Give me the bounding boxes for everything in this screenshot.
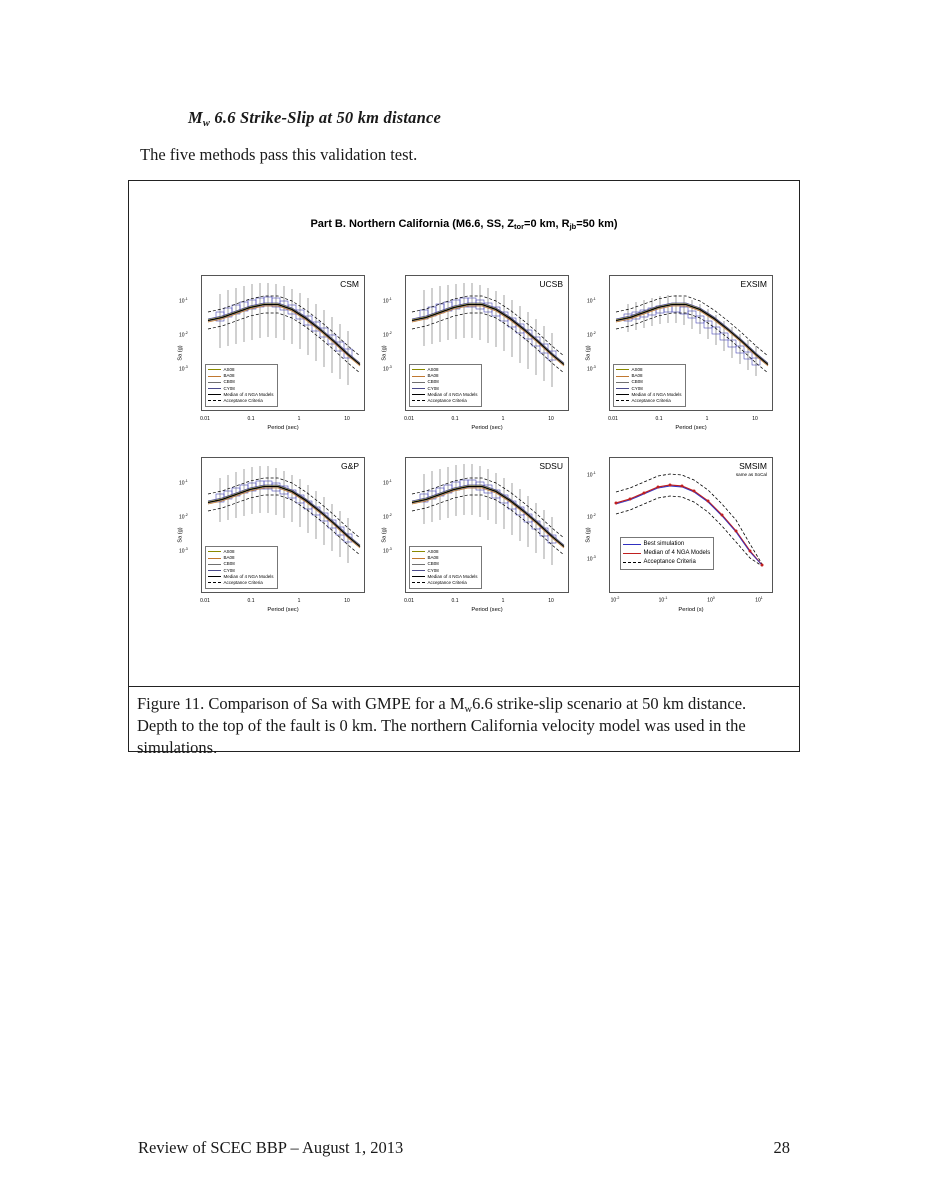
legend-label: AS08 bbox=[427, 366, 439, 372]
legend-swatch-icon bbox=[208, 570, 221, 571]
legend-swatch-icon bbox=[616, 382, 629, 383]
caption-part1: Figure 11. Comparison of Sa with GMPE for a M bbox=[137, 694, 465, 713]
panel-gp-xlabel: Period (sec) bbox=[267, 607, 299, 613]
panel-grid bbox=[175, 269, 779, 669]
panel-gp-ytick-2: $10^{-3}$ bbox=[179, 547, 188, 555]
legend-label: CY08 bbox=[223, 385, 235, 391]
legend-swatch-icon bbox=[208, 382, 221, 383]
panel-ucsb-xtick-3: 10 bbox=[548, 416, 554, 422]
legend-swatch-icon bbox=[623, 544, 641, 545]
panel-sdsu-xtick-2: 1 bbox=[501, 598, 505, 604]
legend-label: CY08 bbox=[223, 567, 235, 573]
legend-label: CB08 bbox=[223, 561, 235, 567]
legend-label: Median of 4 NGA Models bbox=[631, 391, 682, 397]
page-number: 28 bbox=[773, 1138, 790, 1157]
legend-label: Median of 4 NGA Models bbox=[223, 573, 274, 579]
panel-sdsu-ytick-1: $10^{-2}$ bbox=[383, 513, 392, 521]
legend-swatch-icon bbox=[412, 400, 425, 401]
legend-swatch-icon bbox=[412, 382, 425, 383]
legend-label: Median of 4 NGA Models bbox=[643, 550, 711, 556]
legend-label: Median of 4 NGA Models bbox=[427, 391, 478, 397]
legend-swatch-icon bbox=[208, 551, 221, 552]
panel-ucsb-ytick-0: $10^{-1}$ bbox=[383, 297, 392, 305]
panel-smsim-legend bbox=[620, 537, 714, 570]
panel-sdsu-xtick-0: 0.01 bbox=[404, 598, 414, 604]
legend-swatch-icon bbox=[412, 576, 425, 577]
panel-csm-label: CSM bbox=[340, 279, 359, 289]
footer-text: Review of SCEC BBP – August 1, 2013 bbox=[138, 1138, 404, 1157]
heading-subscript: w bbox=[202, 118, 211, 129]
panel-smsim-ytick-1: $10^{-2}$ bbox=[587, 513, 596, 521]
legend-label: Acceptance Criteria bbox=[631, 397, 671, 403]
panel-csm-ytick-2: $10^{-3}$ bbox=[179, 365, 188, 373]
caption-part2: 6.6 strike-slip scenario at 50 km distance. Depth to the top of the fault is 0 km. The northern California velocity model was used in the simulations. bbox=[137, 694, 747, 757]
panel-ucsb bbox=[379, 269, 575, 437]
figure-plot-area bbox=[129, 181, 799, 686]
legend-item bbox=[412, 398, 478, 404]
panel-ucsb-ytick-1: $10^{-2}$ bbox=[383, 331, 392, 339]
panel-gp-ytick-1: $10^{-2}$ bbox=[179, 513, 188, 521]
panel-exsim bbox=[583, 269, 779, 437]
panel-gp bbox=[175, 451, 371, 619]
legend-swatch-icon bbox=[623, 553, 641, 554]
legend-label: CB08 bbox=[427, 379, 439, 385]
panel-sdsu bbox=[379, 451, 575, 619]
legend-swatch-icon bbox=[412, 551, 425, 552]
panel-sdsu-ytick-0: $10^{-1}$ bbox=[383, 479, 392, 487]
panel-sdsu-xtick-1: 0.1 bbox=[451, 598, 459, 604]
panel-gp-xtick-0: 0.01 bbox=[200, 598, 210, 604]
figure-title-part2: =0 km, R bbox=[524, 218, 570, 230]
panel-sdsu-ytick-2: $10^{-3}$ bbox=[383, 547, 392, 555]
panel-smsim-axes bbox=[609, 457, 773, 593]
panel-ucsb-label: UCSB bbox=[539, 279, 563, 289]
panel-csm-axes bbox=[201, 275, 365, 411]
legend-swatch-icon bbox=[412, 582, 425, 583]
legend-item bbox=[208, 580, 274, 586]
panel-csm-xlabel: Period (sec) bbox=[267, 425, 299, 431]
panel-gp-xtick-2: 1 bbox=[297, 598, 301, 604]
legend-swatch-icon bbox=[208, 394, 221, 395]
panel-gp-legend bbox=[205, 546, 278, 589]
panel-exsim-xtick-2: 1 bbox=[705, 416, 709, 422]
legend-label: CB08 bbox=[427, 561, 439, 567]
legend-swatch-icon bbox=[412, 388, 425, 389]
panel-csm-ytick-1: $10^{-2}$ bbox=[179, 331, 188, 339]
legend-label: BA08 bbox=[223, 373, 235, 379]
panel-smsim-xtick-2: $10^0$ bbox=[707, 596, 715, 604]
panel-csm-ylabel: Sa (g) bbox=[177, 345, 184, 361]
legend-label: BA08 bbox=[223, 555, 235, 561]
panel-exsim-xtick-3: 10 bbox=[752, 416, 758, 422]
panel-exsim-xlabel: Period (sec) bbox=[675, 425, 707, 431]
legend-swatch-icon bbox=[208, 558, 221, 559]
panel-smsim-xtick-0: $10^{-2}$ bbox=[610, 596, 620, 604]
legend-swatch-icon bbox=[412, 558, 425, 559]
panel-csm-xtick-0: 0.01 bbox=[200, 416, 210, 422]
panel-smsim-sublabel: same as SoCal bbox=[735, 472, 767, 477]
panel-smsim-label: SMSIM bbox=[739, 461, 767, 471]
legend-item bbox=[412, 580, 478, 586]
legend-item bbox=[623, 540, 710, 549]
legend-swatch-icon bbox=[208, 388, 221, 389]
panel-gp-ytick-0: $10^{-1}$ bbox=[179, 479, 188, 487]
panel-smsim-xtick-1: $10^{-1}$ bbox=[658, 596, 668, 604]
panel-smsim-xlabel: Period (s) bbox=[678, 607, 704, 613]
legend-label: Acceptance Criteria bbox=[643, 559, 696, 565]
legend-label: Acceptance Criteria bbox=[223, 397, 263, 403]
panel-exsim-legend bbox=[613, 364, 686, 407]
heading-mw: M bbox=[188, 108, 203, 127]
panel-sdsu-legend bbox=[409, 546, 482, 589]
legend-swatch-icon bbox=[208, 369, 221, 370]
panel-gp-label: G&P bbox=[341, 461, 359, 471]
legend-item bbox=[208, 398, 274, 404]
panel-gp-xtick-1: 0.1 bbox=[247, 598, 255, 604]
legend-swatch-icon bbox=[616, 369, 629, 370]
legend-label: BA08 bbox=[427, 555, 439, 561]
panel-exsim-ytick-0: $10^{-1}$ bbox=[587, 297, 596, 305]
panel-gp-ylabel: Sa (g) bbox=[177, 527, 184, 543]
panel-sdsu-ylabel: Sa (g) bbox=[381, 527, 388, 543]
panel-exsim-xtick-1: 0.1 bbox=[655, 416, 663, 422]
legend-label: AS08 bbox=[427, 548, 439, 554]
panel-gp-axes bbox=[201, 457, 365, 593]
panel-ucsb-ytick-2: $10^{-3}$ bbox=[383, 365, 392, 373]
legend-label: CB08 bbox=[223, 379, 235, 385]
legend-swatch-icon bbox=[208, 576, 221, 577]
legend-swatch-icon bbox=[623, 562, 641, 563]
figure-chart-title bbox=[129, 218, 799, 230]
panel-exsim-label: EXSIM bbox=[740, 279, 767, 289]
legend-swatch-icon bbox=[412, 376, 425, 377]
panel-smsim bbox=[583, 451, 779, 619]
panel-ucsb-xlabel: Period (sec) bbox=[471, 425, 503, 431]
panel-ucsb-axes bbox=[405, 275, 569, 411]
panel-sdsu-xlabel: Period (sec) bbox=[471, 607, 503, 613]
legend-item bbox=[623, 558, 710, 567]
legend-label: Median of 4 NGA Models bbox=[223, 391, 274, 397]
panel-gp-xtick-3: 10 bbox=[344, 598, 350, 604]
legend-label: AS08 bbox=[631, 366, 643, 372]
figure-title-part1: Part B. Northern California (M6.6, SS, Z bbox=[310, 218, 515, 230]
legend-swatch-icon bbox=[412, 570, 425, 571]
caption-subscript: w bbox=[464, 704, 473, 715]
legend-label: Acceptance Criteria bbox=[427, 579, 467, 585]
panel-csm-ytick-0: $10^{-1}$ bbox=[179, 297, 188, 305]
legend-item bbox=[623, 549, 710, 558]
legend-label: Acceptance Criteria bbox=[427, 397, 467, 403]
panel-ucsb-ylabel: Sa (g) bbox=[381, 345, 388, 361]
panel-smsim-ytick-2: $10^{-3}$ bbox=[587, 555, 596, 563]
panel-ucsb-xtick-1: 0.1 bbox=[451, 416, 459, 422]
panel-smsim-xtick-3: $10^1$ bbox=[755, 596, 763, 604]
figure-container bbox=[128, 180, 800, 757]
panel-smsim-ytick-0: $10^{-1}$ bbox=[587, 471, 596, 479]
legend-label: CY08 bbox=[427, 567, 439, 573]
legend-label: CB08 bbox=[631, 379, 643, 385]
panel-exsim-ylabel: Sa (g) bbox=[585, 345, 592, 361]
legend-swatch-icon bbox=[208, 564, 221, 565]
legend-label: CY08 bbox=[631, 385, 643, 391]
panel-csm bbox=[175, 269, 371, 437]
legend-swatch-icon bbox=[412, 369, 425, 370]
panel-ucsb-xtick-0: 0.01 bbox=[404, 416, 414, 422]
panel-exsim-ytick-2: $10^{-3}$ bbox=[587, 365, 596, 373]
panel-smsim-curves bbox=[610, 458, 773, 593]
legend-swatch-icon bbox=[208, 400, 221, 401]
panel-csm-legend bbox=[205, 364, 278, 407]
legend-label: Best simulation bbox=[643, 541, 685, 547]
panel-ucsb-xtick-2: 1 bbox=[501, 416, 505, 422]
legend-label: CY08 bbox=[427, 385, 439, 391]
figure-caption bbox=[129, 686, 799, 757]
legend-swatch-icon bbox=[616, 400, 629, 401]
legend-swatch-icon bbox=[616, 394, 629, 395]
legend-swatch-icon bbox=[412, 394, 425, 395]
figure-title-part3: =50 km) bbox=[576, 218, 618, 230]
figure-title-sub2: jb bbox=[569, 222, 577, 231]
legend-swatch-icon bbox=[616, 376, 629, 377]
intro-paragraph: The five methods pass this validation test. bbox=[140, 145, 418, 164]
legend-label: AS08 bbox=[223, 366, 235, 372]
legend-label: BA08 bbox=[631, 373, 643, 379]
legend-label: Median of 4 NGA Models bbox=[427, 573, 478, 579]
panel-sdsu-axes bbox=[405, 457, 569, 593]
legend-swatch-icon bbox=[616, 388, 629, 389]
panel-csm-xtick-3: 10 bbox=[344, 416, 350, 422]
legend-label: Acceptance Criteria bbox=[223, 579, 263, 585]
legend-item bbox=[616, 398, 682, 404]
panel-sdsu-label: SDSU bbox=[539, 461, 563, 471]
panel-csm-xtick-1: 0.1 bbox=[247, 416, 255, 422]
panel-exsim-xtick-0: 0.01 bbox=[608, 416, 618, 422]
legend-swatch-icon bbox=[208, 376, 221, 377]
panel-ucsb-legend bbox=[409, 364, 482, 407]
page-title bbox=[188, 108, 441, 128]
legend-label: BA08 bbox=[427, 373, 439, 379]
legend-label: AS08 bbox=[223, 548, 235, 554]
heading-rest: 6.6 Strike-Slip at 50 km distance bbox=[210, 108, 442, 127]
panel-exsim-axes bbox=[609, 275, 773, 411]
panel-csm-xtick-2: 1 bbox=[297, 416, 301, 422]
panel-exsim-ytick-1: $10^{-2}$ bbox=[587, 331, 596, 339]
legend-swatch-icon bbox=[208, 582, 221, 583]
panel-sdsu-xtick-3: 10 bbox=[548, 598, 554, 604]
figure-title-sub1: tor bbox=[514, 222, 525, 231]
legend-swatch-icon bbox=[412, 564, 425, 565]
panel-smsim-ylabel: Sa (g) bbox=[585, 527, 592, 543]
